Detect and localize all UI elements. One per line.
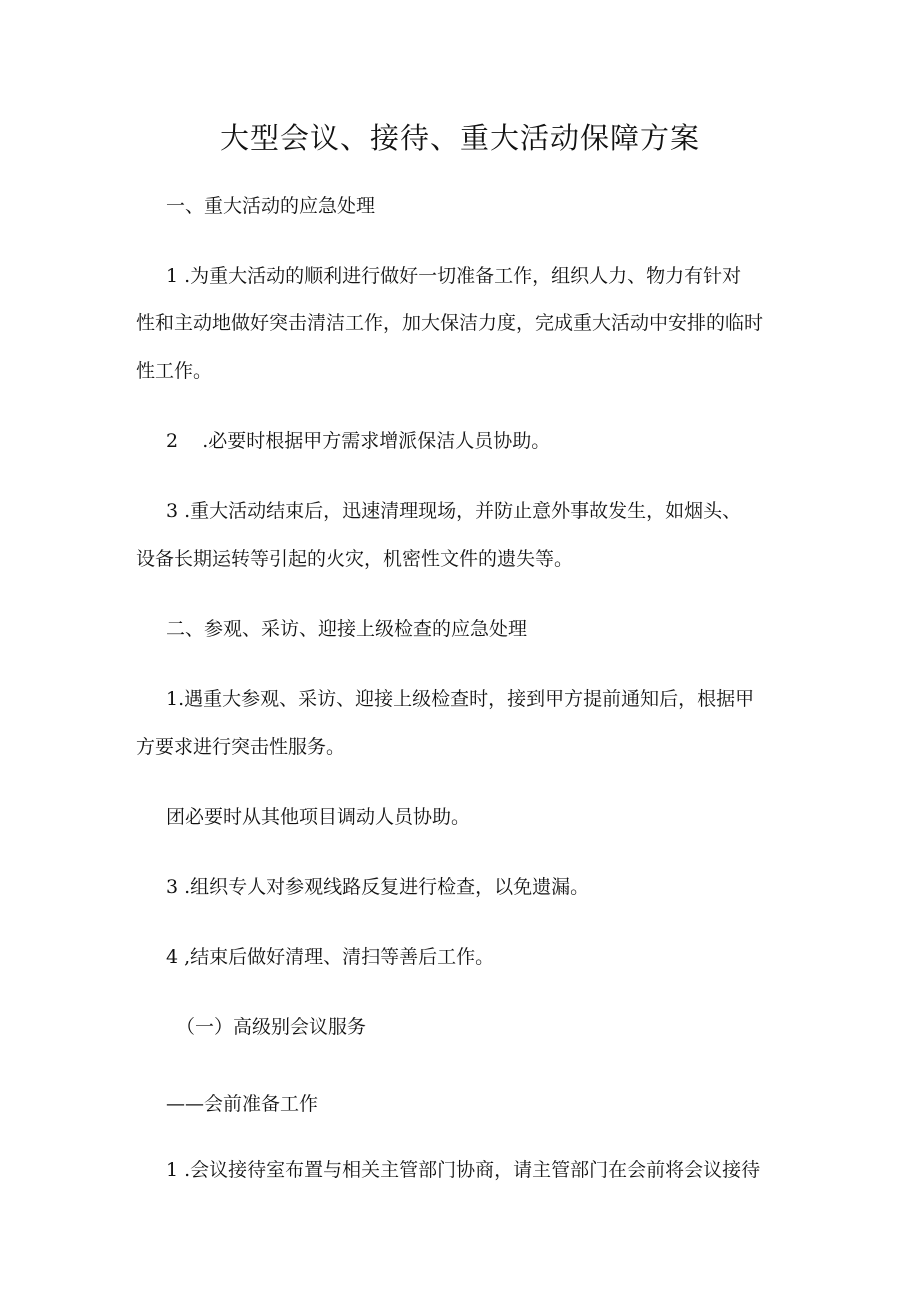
paragraph-line: 1 .会议接待室布置与相关主管部门协商，请主管部门在会前将会议接待 [166, 1159, 761, 1181]
paragraph-line: 3 .组织专人对参观线路反复进行检查，以免遗漏。 [166, 876, 590, 898]
paragraph-line: 3 .重大活动结束后，迅速清理现场，并防止意外事故发生，如烟头、 [166, 500, 742, 522]
paragraph-line: 1 .为重大活动的顺利进行做好一切准备工作，组织人力、物力有针对 [166, 265, 742, 287]
paragraph-line: 方要求进行突击性服务。 [136, 736, 346, 758]
subsection-heading: （一）高级别会议服务 [176, 1016, 367, 1038]
subsection-subheading: ——会前准备工作 [166, 1093, 319, 1115]
paragraph-line: 团必要时从其他项目调动人员协助。 [166, 806, 471, 828]
paragraph-line: 性工作。 [136, 360, 213, 382]
paragraph-line: 4 ,结束后做好清理、清扫等善后工作。 [166, 946, 495, 968]
section-heading-2: 二、参观、采访、迎接上级检查的应急处理 [166, 618, 528, 640]
section-heading-1: 一、重大活动的应急处理 [166, 195, 376, 217]
paragraph-line: 设备长期运转等引起的火灾，机密性文件的遗失等。 [136, 548, 574, 570]
paragraph-line: 1.遇重大参观、采访、迎接上级检查时，接到甲方提前通知后，根据甲 [166, 688, 755, 710]
paragraph-line: 2 .必要时根据甲方需求增派保洁人员协助。 [166, 430, 551, 452]
paragraph-line: 性和主动地做好突击清洁工作，加大保洁力度，完成重大活动中安排的临时 [136, 312, 764, 334]
document-title: 大型会议、接待、重大活动保障方案 [219, 121, 700, 155]
